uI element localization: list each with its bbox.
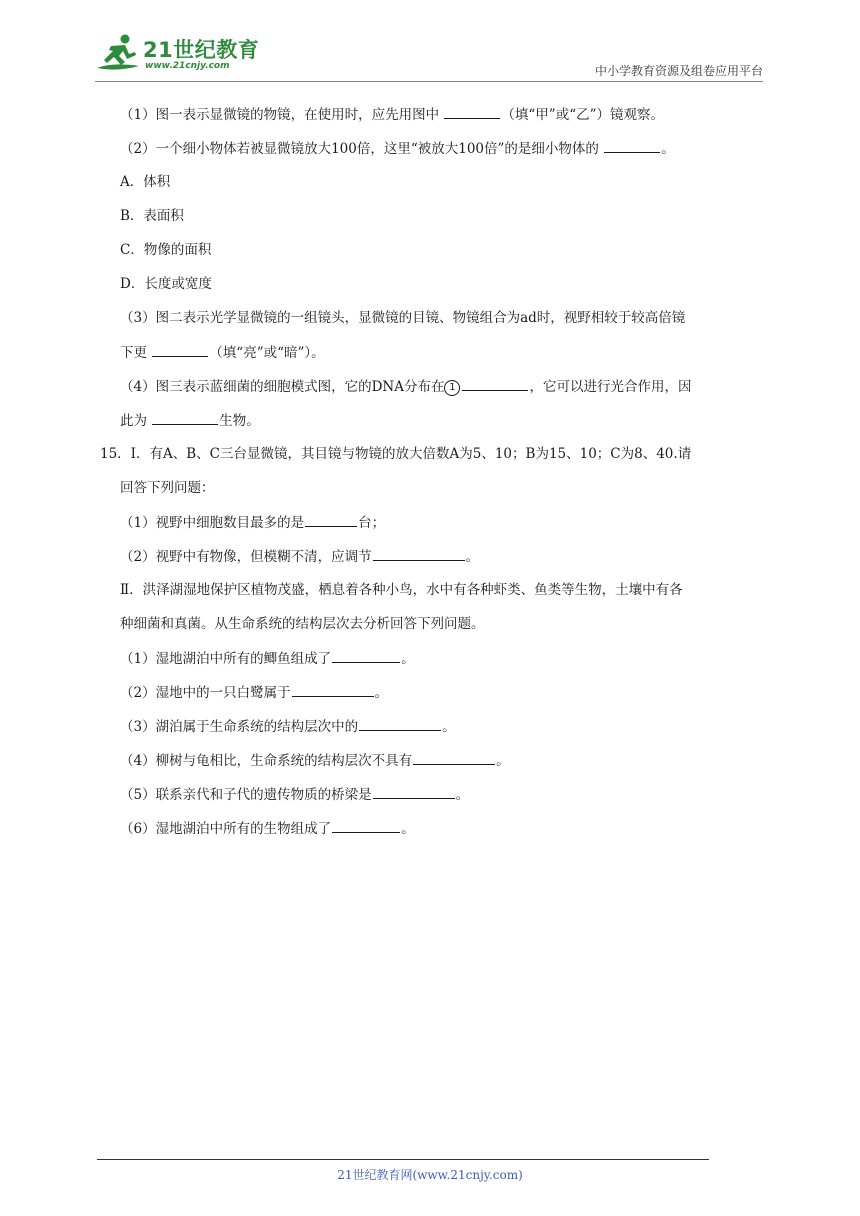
question-line [120, 275, 212, 293]
answer-blank[interactable] [332, 649, 400, 663]
footer-source[interactable]: 21世纪教育网(www.21cnjy.com) [337, 1168, 523, 1182]
question-line [120, 207, 184, 225]
line-text-after: ，它可以进行光合作用，因 [529, 379, 692, 395]
line-text: （6）湿地湖泊中所有的生物组成了 [120, 821, 332, 837]
question-line [120, 377, 691, 396]
question-line [120, 615, 485, 633]
line-text-after: （填“甲”或“乙”）镜观察。 [501, 107, 664, 123]
question-line [120, 649, 415, 668]
logo-url: www.21cnjy.com [145, 61, 230, 71]
line-text: （5）联系亲代和子代的遗传物质的桥梁是 [120, 787, 372, 803]
answer-blank[interactable] [462, 377, 528, 391]
line-text: 此为 [120, 413, 152, 429]
line-text: （2）一个细小物体若被显微镜放大100倍，这里“被放大100倍”的是细小物体的 [120, 141, 604, 157]
question-line [120, 513, 385, 532]
line-text-after: 。 [455, 787, 470, 803]
line-text-after: 。 [374, 685, 389, 701]
line-text: 种细菌和真菌。从生命系统的结构层次去分析回答下列问题。 [120, 616, 485, 632]
line-text: （1）视野中细胞数目最多的是 [120, 515, 305, 531]
footer-divider [97, 1159, 709, 1160]
logo-text: 21世纪教育 [143, 38, 260, 62]
question-line [120, 751, 510, 770]
runner-logo-icon [95, 32, 141, 76]
answer-blank[interactable] [359, 717, 441, 731]
question-line [120, 717, 456, 736]
line-text: Ⅱ．洪泽湖湿地保护区植物茂盛，栖息着各种小鸟，水中有各种虾类、鱼类等生物，土壤中有各 [120, 582, 683, 598]
question-line [120, 173, 170, 191]
line-text: 回答下列问题： [120, 480, 215, 496]
line-text: 15．Ⅰ．有A、B、C三台显微镜，其目镜与物镜的放大倍数A为5、10；B为15、10；C为8、40.请 [100, 446, 692, 462]
line-text-after: 。 [465, 549, 480, 565]
line-text-after: 。 [401, 651, 415, 667]
answer-blank[interactable] [604, 139, 660, 153]
question-line [120, 411, 260, 430]
line-text-after: 。 [442, 719, 456, 735]
line-text-after: 。 [661, 141, 675, 157]
answer-blank[interactable] [444, 105, 500, 119]
question-line [120, 683, 388, 702]
line-text: （4）图三表示蓝细菌的细胞模式图，它的DNA分布在 [120, 379, 445, 395]
line-text-after: （填“亮”或“暗”）。 [209, 345, 325, 361]
question-line [120, 343, 325, 362]
line-text: （2）湿地中的一只白鹭属于 [120, 685, 291, 701]
circled-number: 1 [444, 380, 460, 396]
line-text-after: 。 [401, 821, 415, 837]
question-line [120, 785, 469, 804]
line-text: D．长度或宽度 [120, 276, 212, 292]
line-text: （4）柳树与龟相比，生命系统的结构层次不具有 [120, 753, 413, 769]
line-text: （1）湿地湖泊中所有的鲫鱼组成了 [120, 651, 332, 667]
question-line [120, 241, 211, 259]
line-text: B．表面积 [120, 208, 184, 224]
answer-blank[interactable] [332, 819, 400, 833]
site-logo[interactable] [95, 32, 265, 76]
answer-blank[interactable] [152, 411, 218, 425]
question-line [120, 105, 664, 124]
line-text: （3）湖泊属于生命系统的结构层次中的 [120, 719, 359, 735]
line-text: C．物像的面积 [120, 242, 212, 258]
question-line [120, 309, 685, 327]
question-line [100, 445, 691, 463]
answer-blank[interactable] [305, 513, 357, 527]
line-text: （3）图二表示光学显微镜的一组镜头，显微镜的目镜、物镜组合为ad时，视野相较于较高倍镜 [120, 310, 686, 326]
question-line [120, 139, 675, 158]
line-text-after: 。 [496, 753, 510, 769]
answer-blank[interactable] [292, 683, 374, 697]
question-line [120, 547, 479, 566]
question-line [120, 581, 683, 599]
question-line [120, 479, 215, 497]
line-text-after: 生物。 [219, 413, 260, 429]
platform-title: 中小学教育资源及组卷应用平台 [594, 64, 763, 78]
line-text: 下更 [120, 345, 152, 361]
line-text: A．体积 [120, 174, 171, 190]
answer-blank[interactable] [413, 751, 495, 765]
page-header [95, 28, 763, 82]
line-text: （2）视野中有物像，但模糊不清，应调节 [120, 549, 372, 565]
header-divider [95, 81, 763, 82]
question-line [120, 819, 415, 838]
line-text-after: 台； [358, 515, 386, 531]
answer-blank[interactable] [152, 343, 208, 357]
line-text: （1）图一表示显微镜的物镜，在使用时，应先用图中 [120, 107, 444, 123]
answer-blank[interactable] [373, 785, 455, 799]
answer-blank[interactable] [373, 547, 465, 561]
